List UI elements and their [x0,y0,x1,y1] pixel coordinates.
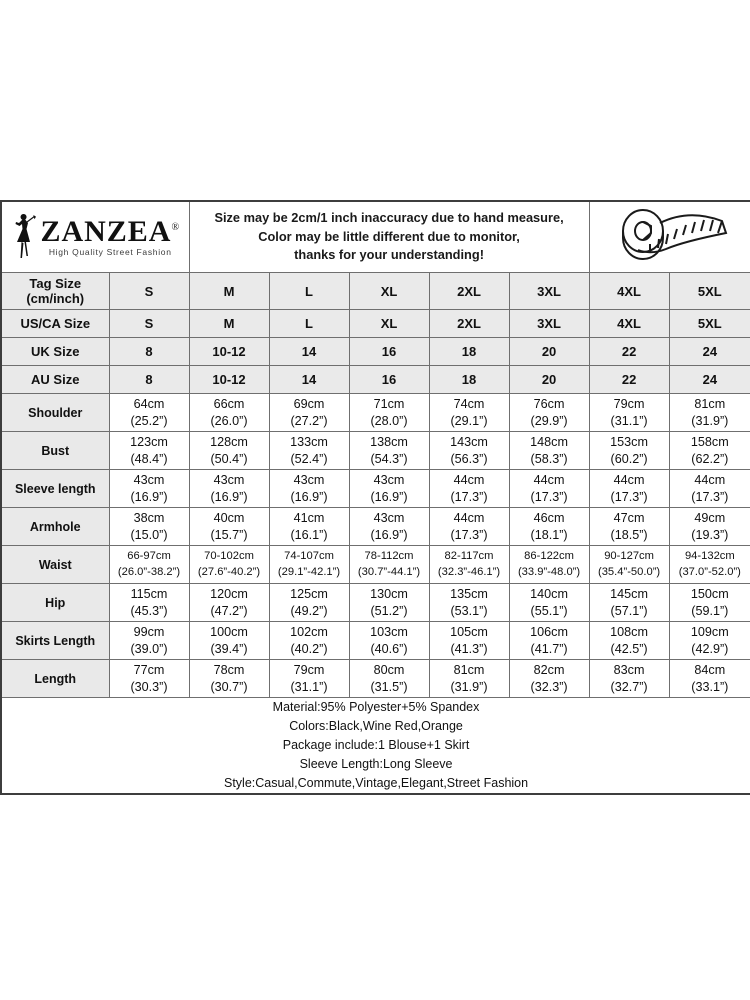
table-cell: 3XL [509,273,589,310]
value-cm: 81cm [453,662,485,677]
value-cm: 105cm [450,624,488,639]
table-cell [269,546,349,584]
table-cell [669,394,750,432]
table-cell [189,660,269,698]
table-cell: 5XL [669,310,750,338]
value-cm: 80cm [373,662,405,677]
registered-mark-icon: ® [171,222,181,234]
value-inch: (39.0”) [130,641,168,656]
value-inch: (28.0”) [370,413,408,428]
value-cm: 43cm [373,472,405,487]
table-cell [509,394,589,432]
table-cell [109,546,189,584]
table-row [1,366,750,394]
table-cell: 10-12 [189,338,269,366]
table-cell: 22 [589,366,669,394]
table-cell [509,622,589,660]
row-label: Length [1,660,109,698]
product-details-row [1,698,750,795]
table-row [1,394,750,432]
value-inch: (30.3”) [130,679,168,694]
value-inch: (32.3”) [530,679,568,694]
measurement-notice [190,209,589,265]
table-row [1,310,750,338]
value-inch: (40.6”) [370,641,408,656]
table-cell [349,508,429,546]
value-cm: 120cm [210,586,248,601]
value-inch: (62.2”) [691,451,729,466]
table-cell [429,622,509,660]
woman-figure-icon [10,211,38,264]
value-inch: (18.5”) [610,527,648,542]
tape-measure-cell [589,201,750,273]
table-row [1,338,750,366]
table-cell: 8 [109,338,189,366]
value-inch: (26.0”) [210,413,248,428]
value-cm: 123cm [130,434,168,449]
value-inch: (31.5”) [370,679,408,694]
table-cell [269,394,349,432]
chart-banner-row [1,201,750,273]
row-label: US/CA Size [1,310,109,338]
value-inch: (41.7”) [530,641,568,656]
value-cm: 66-97cm [127,550,171,563]
table-cell [269,584,349,622]
value-inch: (16.9”) [210,489,248,504]
table-cell [429,432,509,470]
value-cm: 74cm [453,396,485,411]
value-cm: 78cm [213,662,245,677]
table-cell [669,622,750,660]
value-inch: (32.3”-46.1”) [437,565,501,578]
value-cm: 74-107cm [284,550,334,563]
table-cell [669,470,750,508]
value-cm: 76cm [533,396,565,411]
value-cm: 44cm [533,472,565,487]
table-cell: L [269,310,349,338]
value-cm: 77cm [133,662,165,677]
value-cm: 130cm [370,586,408,601]
value-inch: (16.9”) [370,489,408,504]
value-inch: (41.3”) [450,641,488,656]
table-cell: 3XL [509,310,589,338]
table-cell: 18 [429,366,509,394]
table-row [1,660,750,698]
table-row [1,273,750,310]
value-cm: 94-132cm [684,550,735,563]
value-inch: (16.1”) [290,527,328,542]
table-cell [509,470,589,508]
value-inch: (30.7”) [210,679,248,694]
value-inch: (33.9”-48.0”) [517,565,581,578]
table-cell [429,584,509,622]
table-cell [349,470,429,508]
value-cm: 49cm [694,510,726,525]
value-inch: (31.9”) [450,679,488,694]
value-cm: 100cm [210,624,248,639]
value-cm: 125cm [290,586,328,601]
table-cell: XL [349,310,429,338]
value-inch: (17.3”) [691,489,729,504]
table-cell: 16 [349,338,429,366]
table-cell: L [269,273,349,310]
value-cm: 43cm [293,472,325,487]
value-inch: (29.1”-42.1”) [277,565,341,578]
product-detail-line: Colors:Black,Wine Red,Orange [289,719,463,733]
table-cell [189,546,269,584]
table-cell [589,508,669,546]
value-cm: 84cm [694,662,726,677]
table-cell [429,470,509,508]
value-inch: (58.3”) [530,451,568,466]
table-cell [589,394,669,432]
value-inch: (55.1”) [530,603,568,618]
brand-logo-cell [1,201,189,273]
row-label: Hip [1,584,109,622]
value-cm: 43cm [133,472,165,487]
table-cell [669,546,750,584]
table-row [1,508,750,546]
value-cm: 66cm [213,396,245,411]
brand-name [40,217,180,247]
row-label: Sleeve length [1,470,109,508]
measurement-notice-cell [189,201,589,273]
value-cm: 103cm [370,624,408,639]
value-cm: 43cm [373,510,405,525]
value-inch: (59.1”) [691,603,729,618]
brand-logo [2,211,189,264]
table-cell: 14 [269,366,349,394]
size-chart-table [0,200,750,795]
table-cell [429,394,509,432]
table-cell [109,584,189,622]
table-cell: M [189,310,269,338]
row-label: Bust [1,432,109,470]
value-inch: (32.7”) [610,679,648,694]
value-inch: (25.2”) [130,413,168,428]
value-cm: 102cm [290,624,328,639]
table-cell [349,660,429,698]
value-inch: (18.1”) [530,527,568,542]
value-inch: (31.1”) [290,679,328,694]
value-inch: (42.5”) [610,641,648,656]
value-cm: 145cm [610,586,648,601]
value-inch: (42.9”) [691,641,729,656]
value-inch: (35.4”-50.0”) [597,565,661,578]
value-cm: 148cm [530,434,568,449]
value-inch: (49.2”) [290,603,328,618]
table-cell [109,508,189,546]
table-cell: 24 [669,366,750,394]
value-cm: 82-117cm [444,550,494,563]
value-cm: 64cm [133,396,165,411]
value-cm: 47cm [613,510,645,525]
table-cell: 22 [589,338,669,366]
product-detail-line: Package include:1 Blouse+1 Skirt [282,738,470,752]
table-cell: 24 [669,338,750,366]
value-cm: 79cm [293,662,325,677]
table-cell [589,584,669,622]
table-cell [109,622,189,660]
product-detail-line: Sleeve Length:Long Sleeve [299,757,453,771]
row-label [1,273,109,310]
value-inch: (37.0”-52.0”) [678,565,741,578]
value-inch: (51.2”) [370,603,408,618]
value-cm: 109cm [690,624,729,639]
value-inch: (17.3”) [610,489,648,504]
table-cell: 8 [109,366,189,394]
value-inch: (33.1”) [691,679,729,694]
table-cell: 20 [509,338,589,366]
notice-line-3: thanks for your understanding! [294,247,484,263]
table-cell: S [109,310,189,338]
value-cm: 128cm [210,434,248,449]
table-cell: 18 [429,338,509,366]
table-cell: 2XL [429,273,509,310]
table-cell [109,660,189,698]
value-inch: (60.2”) [610,451,648,466]
table-cell [269,622,349,660]
value-inch: (40.2”) [290,641,328,656]
table-cell [109,470,189,508]
table-cell [509,508,589,546]
row-label: AU Size [1,366,109,394]
table-cell [589,546,669,584]
table-cell: 10-12 [189,366,269,394]
value-cm: 83cm [613,662,645,677]
table-cell [269,432,349,470]
table-cell: 2XL [429,310,509,338]
table-cell [349,394,429,432]
table-cell [509,660,589,698]
value-cm: 99cm [133,624,165,639]
value-cm: 43cm [213,472,245,487]
value-cm: 44cm [694,472,726,487]
row-label: Waist [1,546,109,584]
value-cm: 115cm [130,586,168,601]
value-inch: (16.9”) [290,489,328,504]
table-cell: M [189,273,269,310]
table-cell [669,660,750,698]
table-cell [669,584,750,622]
table-cell [109,394,189,432]
value-cm: 38cm [133,510,165,525]
value-inch: (26.0”-38.2”) [117,565,181,578]
value-cm: 81cm [694,396,726,411]
value-inch: (31.9”) [691,413,729,428]
row-label-line-2: (cm/inch) [26,291,85,306]
table-cell [189,470,269,508]
table-cell [589,470,669,508]
table-cell: 14 [269,338,349,366]
table-cell [189,432,269,470]
table-cell: 16 [349,366,429,394]
value-inch: (48.4”) [130,451,168,466]
value-cm: 44cm [613,472,645,487]
table-cell [509,546,589,584]
table-cell [429,546,509,584]
row-label-line-1: Tag Size [29,276,82,291]
table-cell [109,432,189,470]
row-label: UK Size [1,338,109,366]
value-cm: 86-122cm [524,550,574,563]
value-inch: (50.4”) [210,451,248,466]
value-cm: 153cm [610,434,648,449]
table-cell: 4XL [589,310,669,338]
table-cell: 20 [509,366,589,394]
table-row [1,470,750,508]
value-inch: (30.7”-44.1”) [357,565,421,578]
table-cell: XL [349,273,429,310]
table-cell [189,508,269,546]
notice-line-1: Size may be 2cm/1 inch inaccuracy due to hand measure, [214,210,564,226]
table-cell [669,432,750,470]
value-inch: (17.3”) [450,527,488,542]
tape-measure-icon [610,254,730,268]
value-cm: 106cm [530,624,568,639]
value-cm: 150cm [690,586,729,601]
product-details [1,698,750,795]
table-cell [429,508,509,546]
table-cell [189,584,269,622]
brand-tagline: High Quality Street Fashion [48,247,172,258]
table-cell [269,508,349,546]
value-inch: (57.1”) [610,603,648,618]
value-cm: 40cm [213,510,245,525]
table-row [1,584,750,622]
row-label: Shoulder [1,394,109,432]
value-inch: (16.9”) [370,527,408,542]
value-inch: (52.4”) [290,451,328,466]
value-inch: (31.1”) [610,413,648,428]
value-cm: 143cm [450,434,488,449]
table-cell [509,584,589,622]
table-row [1,546,750,584]
table-cell [349,432,429,470]
value-cm: 44cm [453,510,485,525]
product-detail-line: Style:Casual,Commute,Vintage,Elegant,Street Fashion [223,776,529,790]
table-cell [669,508,750,546]
size-chart-container [0,200,750,795]
table-cell [349,622,429,660]
value-cm: 46cm [533,510,565,525]
table-cell: S [109,273,189,310]
table-cell [349,584,429,622]
value-inch: (56.3”) [450,451,488,466]
table-cell: 4XL [589,273,669,310]
row-label: Armhole [1,508,109,546]
value-cm: 69cm [293,396,325,411]
value-inch: (27.2”) [290,413,328,428]
value-inch: (17.3”) [450,489,488,504]
value-inch: (17.3”) [530,489,568,504]
value-inch: (16.9”) [130,489,168,504]
table-cell [589,622,669,660]
table-cell [509,432,589,470]
table-cell [429,660,509,698]
value-cm: 79cm [613,396,645,411]
value-inch: (29.1”) [450,413,488,428]
table-cell: 5XL [669,273,750,310]
value-cm: 135cm [450,586,488,601]
notice-line-2: Color may be little different due to monitor, [258,228,520,244]
value-cm: 90-127cm [604,550,654,563]
value-inch: (19.3”) [691,527,729,542]
table-cell [349,546,429,584]
value-inch: (15.0”) [130,527,168,542]
brand-name-text: ZANZEA [40,215,172,249]
table-cell [189,394,269,432]
value-cm: 41cm [293,510,325,525]
value-inch: (45.3”) [130,603,168,618]
value-inch: (54.3”) [370,451,408,466]
value-cm: 71cm [373,396,405,411]
value-inch: (29.9”) [530,413,568,428]
value-cm: 70-102cm [204,550,254,563]
value-cm: 138cm [370,434,408,449]
table-cell [589,432,669,470]
table-cell [189,622,269,660]
value-inch: (47.2”) [210,603,248,618]
value-inch: (15.7”) [210,527,248,542]
brand-wordmark [40,217,180,257]
value-cm: 82cm [533,662,565,677]
value-cm: 140cm [530,586,568,601]
table-cell [589,660,669,698]
value-inch: (39.4”) [210,641,248,656]
value-cm: 158cm [690,434,729,449]
table-row [1,432,750,470]
table-cell [269,660,349,698]
product-detail-line: Material:95% Polyester+5% Spandex [272,700,480,714]
value-inch: (27.6”-40.2”) [197,565,261,578]
table-cell [269,470,349,508]
table-row [1,622,750,660]
value-inch: (53.1”) [450,603,488,618]
value-cm: 78-112cm [364,550,414,563]
value-cm: 44cm [453,472,485,487]
value-cm: 133cm [290,434,328,449]
value-cm: 108cm [610,624,648,639]
row-label: Skirts Length [1,622,109,660]
